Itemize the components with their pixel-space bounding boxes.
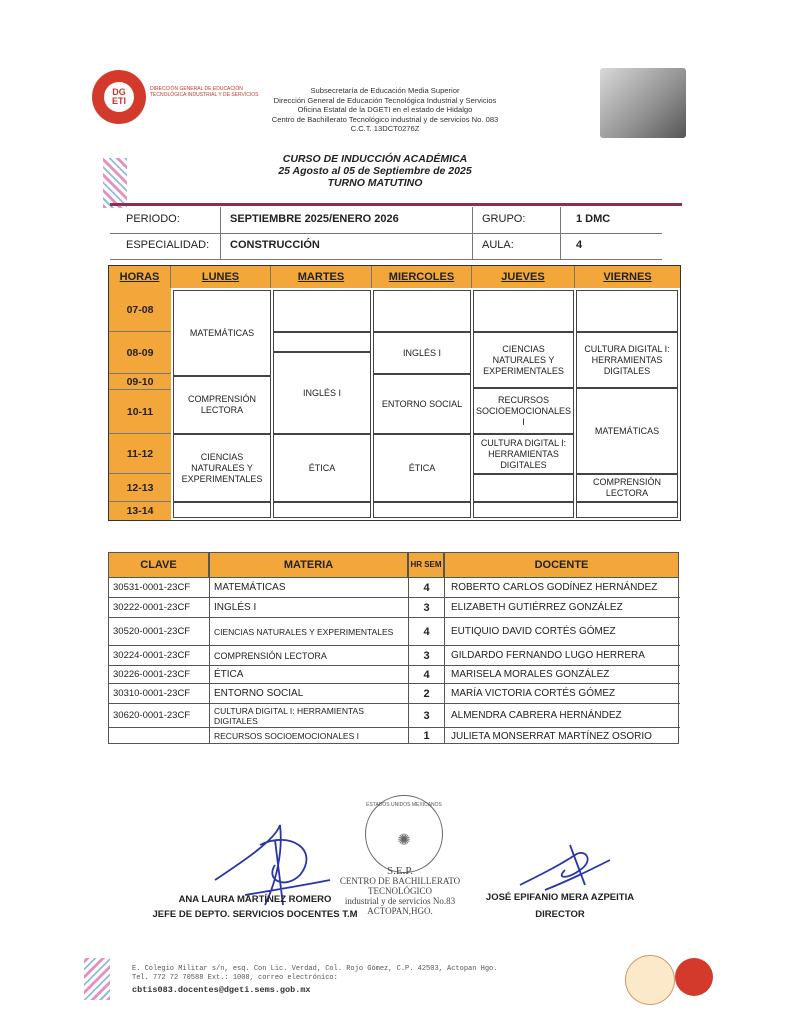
empty-cell (576, 290, 678, 332)
sep-seal: ESTADOS UNIDOS MEXICANOS ✺ (365, 795, 443, 873)
schedule-table (108, 265, 681, 521)
aula-value: 4 (576, 239, 583, 251)
footer-email[interactable]: cbtis083.docentes@dgeti.sems.gob.mx (132, 985, 311, 995)
empty-cell (373, 502, 471, 518)
class-viernes-matematicas: MATEMÁTICAS (576, 388, 678, 474)
eagle-emblem-icon: ✺ (397, 832, 411, 849)
dgeti-logo-text: DIRECCIÓN GENERAL DE EDUCACIÓN TECNOLÓGICA INDUSTRIAL Y DE SERVICIOS (150, 86, 259, 98)
table-row: 30310-0001-23CF ENTORNO SOCIAL 2 MARÍA VICTORIA CORTÉS GÓMEZ (109, 684, 680, 704)
table-row: 30520-0001-23CF CIENCIAS NATURALES Y EXPERIMENTALES 4 EUTIQUIO DAVID CORTÉS GÓMEZ (109, 618, 680, 646)
institution-header: Subsecretaría de Educación Media Superior Dirección General de Educación Tecnológica Industrial y Servicios Oficina Estatal de la DGETI en el estado de Hidalgo Centro de Bachillerato Tecnológico industrial y de servicios No. 083 C.C.T. 13DCT0276Z (271, 86, 499, 134)
hour-12-13: 12-13 (109, 474, 171, 502)
header-viernes: VIERNES (575, 266, 680, 288)
class-martes-ingles: INGLÉS I (273, 352, 371, 434)
class-miercoles-entorno: ENTORNO SOCIAL (373, 374, 471, 434)
empty-cell (473, 502, 574, 518)
class-lunes-comprension: COMPRENSIÓN LECTORA (173, 376, 271, 434)
header-lunes: LUNES (171, 266, 271, 288)
table-row: 30226-0001-23CF ÉTICA 4 MARISELA MORALES GONZÁLEZ (109, 666, 680, 684)
empty-cell (576, 502, 678, 518)
empty-cell (473, 474, 574, 502)
empty-cell (173, 502, 271, 518)
col-docente: DOCENTE (444, 552, 679, 578)
class-viernes-cultura: CULTURA DIGITAL I: HERRAMIENTAS DIGITALES (576, 332, 678, 388)
table-row: 30531-0001-23CF MATEMÁTICAS 4 ROBERTO CARLOS GODÍNEZ HERNÁNDEZ (109, 578, 680, 598)
table-row: 30222-0001-23CF INGLÉS I 3 ELIZABETH GUTIÉRREZ GONZÁLEZ (109, 598, 680, 618)
col-clave: CLAVE (108, 552, 209, 578)
especialidad-label: ESPECIALIDAD: (126, 239, 210, 251)
hour-11-12: 11-12 (109, 434, 171, 474)
dgeti-logo-mark: DG ETI (104, 82, 134, 112)
periodo-value: SEPTIEMBRE 2025/ENERO 2026 (230, 213, 399, 225)
right-signatory: JOSÉ EPIFANIO MERA AZPEITIA DIRECTOR (485, 892, 635, 920)
class-jueves-ciencias: CIENCIAS NATURALES Y EXPERIMENTALES (473, 332, 574, 388)
dgeti-logo (92, 70, 146, 124)
decorative-pattern (103, 158, 127, 208)
table-row: 30620-0001-23CF CULTURA DIGITAL I: HERRAMIENTAS DIGITALES 3 ALMENDRA CABRERA HERNÁNDEZ (109, 704, 680, 728)
class-viernes-comprension: COMPRENSIÓN LECTORA (576, 474, 678, 502)
header-rule (110, 203, 682, 206)
footer-pattern (84, 958, 110, 1000)
class-lunes-ciencias: CIENCIAS NATURALES Y EXPERIMENTALES (173, 434, 271, 502)
class-jueves-recursos: RECURSOS SOCIOEMOCIONALES I (473, 388, 574, 434)
empty-cell (273, 332, 371, 352)
class-lunes-matematicas: MATEMÁTICAS (173, 290, 271, 376)
class-martes-etica: ÉTICA (273, 434, 371, 502)
hour-13-14: 13-14 (109, 502, 171, 520)
class-jueves-cultura: CULTURA DIGITAL I: HERRAMIENTAS DIGITALES (473, 434, 574, 474)
header-jueves: JUEVES (472, 266, 575, 288)
hour-08-09: 08-09 (109, 332, 171, 374)
school-logo (625, 955, 675, 1005)
grupo-label: GRUPO: (482, 213, 526, 225)
header-miercoles: MIERCOLES (372, 266, 472, 288)
especialidad-value: CONSTRUCCIÓN (230, 239, 320, 251)
hour-07-08: 07-08 (109, 288, 171, 332)
cbtis-logo (675, 958, 713, 996)
footer-address: E. Colegio Militar s/n, esq. Con Lic. Verdad, Col. Rojo Gómez, C.P. 42503, Actopan Hgo. Tel. 772 72 70588 Ext.: 1008, correo electrónico: (132, 965, 498, 982)
left-signatory: ANA LAURA MARTÍNEZ ROMERO JEFE DE DEPTO. SERVICIOS DOCENTES T.M (152, 894, 358, 920)
empty-cell (273, 290, 371, 332)
hour-10-11: 10-11 (109, 390, 171, 434)
table-row: RECURSOS SOCIOEMOCIONALES I 1 JULIETA MONSERRAT MARTÍNEZ OSORIO (109, 728, 680, 744)
header-martes: MARTES (271, 266, 372, 288)
periodo-label: PERIODO: (126, 213, 180, 225)
header-horas: HORAS (109, 266, 171, 288)
hour-09-10: 09-10 (109, 374, 171, 390)
empty-cell (373, 290, 471, 332)
empty-cell (473, 290, 574, 332)
right-signature (515, 840, 615, 900)
class-miercoles-ingles: INGLÉS I (373, 332, 471, 374)
class-miercoles-etica: ÉTICA (373, 434, 471, 502)
col-hr-sem: HR SEM (408, 552, 444, 578)
table-row: 30224-0001-23CF COMPRENSIÓN LECTORA 3 GILDARDO FERNANDO LUGO HERRERA (109, 646, 680, 666)
col-materia: MATERIA (209, 552, 408, 578)
aula-label: AULA: (482, 239, 514, 251)
empty-cell (273, 502, 371, 518)
seal-text: S.E.P. CENTRO DE BACHILLERATO TECNOLÓGICO industrial y de servicios No.83 ACTOPAN,HGO. (339, 865, 461, 916)
course-title: CURSO DE INDUCCIÓN ACADÉMICA 25 Agosto al 05 de Septiembre de 2025 TURNO MATUTINO (278, 153, 472, 189)
grupo-value: 1 DMC (576, 213, 611, 225)
teachers-body (108, 578, 679, 744)
header-photo (600, 68, 686, 138)
